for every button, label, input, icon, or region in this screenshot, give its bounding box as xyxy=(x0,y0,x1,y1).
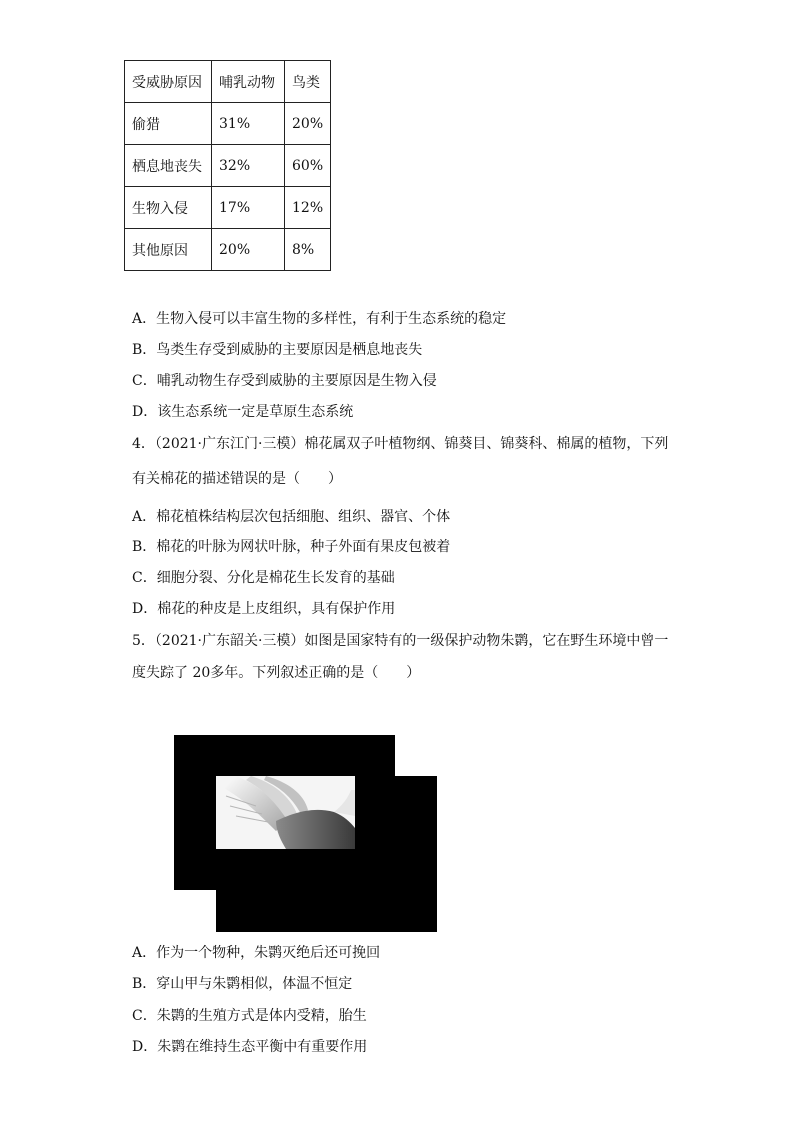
q3-option-c: C．哺乳动物生存受到威胁的主要原因是生物入侵 xyxy=(132,373,437,389)
threat-cause-table xyxy=(124,60,331,271)
q5-option-a: A．作为一个物种，朱鹮灭绝后还可挽回 xyxy=(132,945,381,961)
q3-option-a: A．生物入侵可以丰富生物的多样性，有利于生态系统的稳定 xyxy=(132,311,507,327)
table-row xyxy=(125,145,331,187)
ibis-photo-icon xyxy=(216,776,355,849)
q5-option-b: B．穿山甲与朱鹮相似，体温不恒定 xyxy=(132,976,353,992)
table-cell: 20% xyxy=(285,103,331,145)
table-cell: 31% xyxy=(212,103,285,145)
table-cell: 17% xyxy=(212,187,285,229)
q3-option-d: D．该生态系统一定是草原生态系统 xyxy=(132,404,354,420)
q4-option-c: C．细胞分裂、分化是棉花生长发育的基础 xyxy=(132,570,395,586)
table-cell: 栖息地丧失 xyxy=(125,145,212,187)
table-cell: 20% xyxy=(212,229,285,271)
q5-stem-line1: 5．（2021·广东韶关·三模）如图是国家特有的一级保护动物朱鹮，它在野生环境中曾一 xyxy=(132,633,669,649)
table-header-cell: 受威胁原因 xyxy=(125,61,212,103)
table-cell: 32% xyxy=(212,145,285,187)
table-header-cell: 哺乳动物 xyxy=(212,61,285,103)
redaction-block xyxy=(395,849,437,932)
table-cell: 其他原因 xyxy=(125,229,212,271)
table-cell: 偷猎 xyxy=(125,103,212,145)
table-row xyxy=(125,103,331,145)
q4-option-d: D．棉花的种皮是上皮组织，具有保护作用 xyxy=(132,601,396,617)
q4-stem-line1: 4．（2021·广东江门·三模）棉花属双子叶植物纲、锦葵目、锦葵科、棉属的植物，下列 xyxy=(132,436,669,452)
q5-option-d: D．朱鹮在维持生态平衡中有重要作用 xyxy=(132,1039,368,1055)
table-header-row xyxy=(125,61,331,103)
table-header-cell: 鸟类 xyxy=(285,61,331,103)
redaction-block xyxy=(216,890,395,932)
q4-stem-line2: 有关棉花的描述错误的是（ ） xyxy=(132,471,342,487)
q3-option-b: B．鸟类生存受到威胁的主要原因是栖息地丧失 xyxy=(132,342,423,358)
table-cell: 12% xyxy=(285,187,331,229)
redaction-block xyxy=(174,849,395,890)
ibis-figure xyxy=(174,735,437,932)
table-cell: 60% xyxy=(285,145,331,187)
table-row xyxy=(125,229,331,271)
table-cell: 8% xyxy=(285,229,331,271)
redaction-block xyxy=(174,776,216,849)
table-row xyxy=(125,187,331,229)
redaction-block xyxy=(355,776,437,849)
q5-stem-line2: 度失踪了 20多年。下列叙述正确的是（ ） xyxy=(132,665,421,681)
q4-option-a: A．棉花植株结构层次包括细胞、组织、器官、个体 xyxy=(132,509,451,525)
q4-option-b: B．棉花的叶脉为网状叶脉，种子外面有果皮包被着 xyxy=(132,539,451,555)
q5-option-c: C．朱鹮的生殖方式是体内受精，胎生 xyxy=(132,1008,367,1024)
table-cell: 生物入侵 xyxy=(125,187,212,229)
redaction-block xyxy=(174,735,395,776)
